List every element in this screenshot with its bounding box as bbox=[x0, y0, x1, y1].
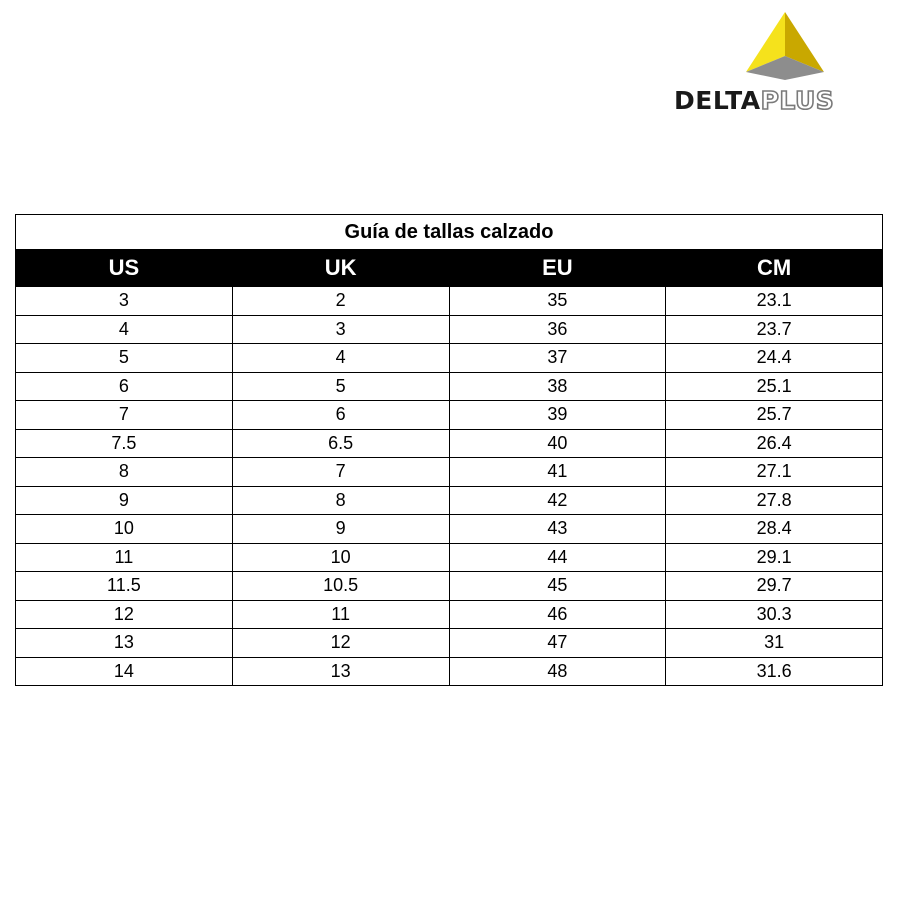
table-cell: 12 bbox=[16, 600, 233, 629]
table-cell: 8 bbox=[232, 486, 449, 515]
header-row bbox=[16, 250, 883, 287]
table-row bbox=[16, 315, 883, 344]
table-title: Guía de tallas calzado bbox=[16, 215, 883, 250]
table-cell: 27.8 bbox=[666, 486, 883, 515]
table-row bbox=[16, 401, 883, 430]
table-cell: 28.4 bbox=[666, 515, 883, 544]
table-cell: 13 bbox=[16, 629, 233, 658]
table-cell: 24.4 bbox=[666, 344, 883, 373]
table-cell: 11 bbox=[16, 543, 233, 572]
table-cell: 47 bbox=[449, 629, 666, 658]
table-cell: 30.3 bbox=[666, 600, 883, 629]
table-cell: 29.7 bbox=[666, 572, 883, 601]
table-cell: 35 bbox=[449, 287, 666, 316]
table-cell: 31.6 bbox=[666, 657, 883, 686]
brand-part-plus: PLUS bbox=[760, 86, 835, 115]
table-cell: 4 bbox=[232, 344, 449, 373]
table-cell: 44 bbox=[449, 543, 666, 572]
table-cell: 5 bbox=[16, 344, 233, 373]
table-row bbox=[16, 429, 883, 458]
table-cell: 36 bbox=[449, 315, 666, 344]
table-cell: 3 bbox=[16, 287, 233, 316]
deltaplus-logo bbox=[674, 12, 894, 115]
table-cell: 23.7 bbox=[666, 315, 883, 344]
table-cell: 14 bbox=[16, 657, 233, 686]
table-cell: 12 bbox=[232, 629, 449, 658]
table-cell: 25.7 bbox=[666, 401, 883, 430]
table-cell: 7.5 bbox=[16, 429, 233, 458]
table-cell: 2 bbox=[232, 287, 449, 316]
table-cell: 46 bbox=[449, 600, 666, 629]
table-row bbox=[16, 458, 883, 487]
table-cell: 23.1 bbox=[666, 287, 883, 316]
table-cell: 6 bbox=[16, 372, 233, 401]
table-cell: 48 bbox=[449, 657, 666, 686]
size-guide-table bbox=[15, 214, 883, 686]
triangle-logo-icon bbox=[746, 12, 824, 80]
table-cell: 11 bbox=[232, 600, 449, 629]
table-row bbox=[16, 629, 883, 658]
column-header-us: US bbox=[16, 250, 233, 287]
table-row bbox=[16, 572, 883, 601]
table-row bbox=[16, 515, 883, 544]
table-cell: 7 bbox=[232, 458, 449, 487]
table-cell: 27.1 bbox=[666, 458, 883, 487]
table-cell: 42 bbox=[449, 486, 666, 515]
table-row bbox=[16, 287, 883, 316]
table-cell: 11.5 bbox=[16, 572, 233, 601]
table-cell: 43 bbox=[449, 515, 666, 544]
table-cell: 41 bbox=[449, 458, 666, 487]
table-cell: 13 bbox=[232, 657, 449, 686]
table-cell: 10.5 bbox=[232, 572, 449, 601]
table-cell: 10 bbox=[16, 515, 233, 544]
table-row bbox=[16, 372, 883, 401]
brand-wordmark bbox=[674, 84, 894, 118]
table-row bbox=[16, 543, 883, 572]
table-cell: 25.1 bbox=[666, 372, 883, 401]
title-row bbox=[16, 215, 883, 250]
table-cell: 6.5 bbox=[232, 429, 449, 458]
table-cell: 9 bbox=[16, 486, 233, 515]
column-header-uk: UK bbox=[232, 250, 449, 287]
brand-part-delta: DELTA bbox=[674, 86, 761, 115]
table-cell: 29.1 bbox=[666, 543, 883, 572]
table-cell: 31 bbox=[666, 629, 883, 658]
table-cell: 3 bbox=[232, 315, 449, 344]
table-row bbox=[16, 657, 883, 686]
table-cell: 10 bbox=[232, 543, 449, 572]
table-cell: 39 bbox=[449, 401, 666, 430]
table-cell: 40 bbox=[449, 429, 666, 458]
table-cell: 8 bbox=[16, 458, 233, 487]
table-cell: 5 bbox=[232, 372, 449, 401]
table-cell: 37 bbox=[449, 344, 666, 373]
table-row bbox=[16, 344, 883, 373]
table-cell: 4 bbox=[16, 315, 233, 344]
table-cell: 45 bbox=[449, 572, 666, 601]
table-cell: 38 bbox=[449, 372, 666, 401]
column-header-eu: EU bbox=[449, 250, 666, 287]
table-row bbox=[16, 486, 883, 515]
table-cell: 7 bbox=[16, 401, 233, 430]
table-cell: 26.4 bbox=[666, 429, 883, 458]
table-cell: 6 bbox=[232, 401, 449, 430]
column-header-cm: CM bbox=[666, 250, 883, 287]
table-cell: 9 bbox=[232, 515, 449, 544]
table-body bbox=[16, 287, 883, 686]
table-row bbox=[16, 600, 883, 629]
